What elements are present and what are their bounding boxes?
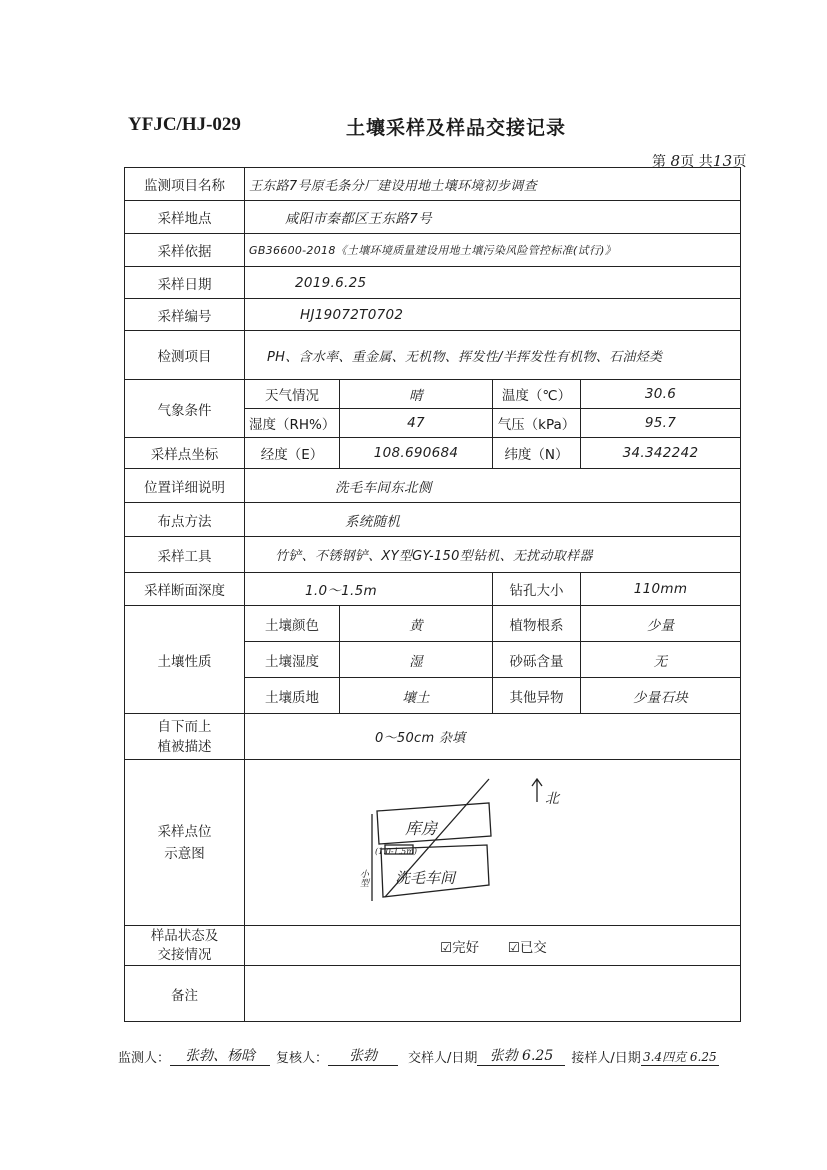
layout-label: 布点方法 (125, 503, 245, 537)
weather-cond-label: 天气情况 (245, 380, 340, 409)
status-label-line1: 样品状态及 (150, 927, 219, 944)
page-prefix: 第 (652, 154, 666, 170)
row-basis (125, 234, 741, 267)
form-title: 土壤采样及样品交接记录 (346, 117, 567, 139)
date-value: 2019.6.25 (245, 267, 741, 299)
deliver-label: 交样人/日期 (408, 1051, 478, 1066)
page-number: 8 (670, 152, 681, 170)
veg-label-line2: 植被描述 (157, 738, 212, 755)
map-label-line2: 示意图 (164, 845, 205, 862)
checkbox-ok-icon[interactable]: ☑ (440, 939, 453, 956)
moist-label: 土壤湿度 (245, 642, 340, 678)
row-date (125, 267, 741, 299)
row-coord (125, 438, 741, 469)
texture-label: 土壤质地 (245, 678, 340, 714)
row-soil-1 (125, 606, 741, 642)
color-value: 黄 (340, 606, 493, 642)
color-label: 土壤颜色 (245, 606, 340, 642)
lon-label: 经度（E） (245, 438, 340, 469)
deliver-signature: 张勃 6.25 (477, 1045, 565, 1066)
basis-value: GB36600-2018《土壤环境质量建设用地土壤污染风险管控标准(试行)》 (245, 234, 741, 267)
map-label (125, 760, 245, 926)
gravel-label: 砂砾含量 (493, 642, 581, 678)
row-tools (125, 537, 741, 573)
reviewer-signature: 张勃 (328, 1045, 398, 1066)
form-code: YFJC/HJ-029 (128, 114, 241, 135)
basis-label: 采样依据 (125, 234, 245, 267)
map-storage-label: 库房 (405, 818, 438, 838)
map-north-label: 北 (545, 790, 559, 807)
weather-label: 气象条件 (125, 380, 245, 438)
row-project (125, 168, 741, 201)
row-map (125, 760, 741, 926)
site-label: 采样地点 (125, 201, 245, 234)
items-value: PH、含水率、重金属、无机物、挥发性/半挥发性有机物、石油烃类 (245, 331, 741, 380)
lat-value: 34.342242 (581, 438, 741, 469)
page-mid: 页 共 (680, 154, 713, 170)
status-ok-label: 完好 (452, 939, 480, 956)
items-label: 检测项目 (125, 331, 245, 380)
location-label: 位置详细说明 (125, 469, 245, 503)
record-table (124, 167, 741, 1022)
map-point-label: (1.0-1.5m) (375, 846, 417, 856)
coord-label: 采样点坐标 (125, 438, 245, 469)
north-arrow-icon (532, 779, 542, 802)
lat-label: 纬度（N） (493, 438, 581, 469)
humidity-value: 47 (340, 409, 493, 438)
tools-value: 竹铲、不锈钢铲、XY型GY-150型钻机、无扰动取样器 (245, 537, 741, 573)
tools-label: 采样工具 (125, 537, 245, 573)
map-cell (245, 760, 741, 926)
row-location (125, 469, 741, 503)
row-weather-1 (125, 380, 741, 409)
temp-value: 30.6 (581, 380, 741, 409)
location-value: 洗毛车间东北侧 (245, 469, 741, 503)
project-label: 监测项目名称 (125, 168, 245, 201)
code-label: 采样编号 (125, 299, 245, 331)
temp-label: 温度（℃） (493, 380, 581, 409)
veg-label-line1: 自下而上 (157, 718, 212, 735)
hole-value: 110mm (581, 573, 741, 606)
roots-value: 少量 (581, 606, 741, 642)
map-side-label: 小型 (358, 868, 368, 887)
veg-label (125, 714, 245, 760)
roots-label: 植物根系 (493, 606, 581, 642)
site-sketch (245, 761, 739, 925)
row-vegetation (125, 714, 741, 760)
depth-label: 采样断面深度 (125, 573, 245, 606)
receiver-label: 接样人/日期 (571, 1051, 641, 1066)
date-label: 采样日期 (125, 267, 245, 299)
weather-cond-value: 晴 (340, 380, 493, 409)
status-label (125, 926, 245, 966)
map-wash-label: 洗毛车间 (395, 868, 456, 887)
moist-value: 湿 (340, 642, 493, 678)
pressure-label: 气压（kPa） (493, 409, 581, 438)
status-value (245, 926, 741, 966)
depth-value: 1.0～1.5m (245, 573, 493, 606)
code-value: HJ19072T0702 (245, 299, 741, 331)
row-layout (125, 503, 741, 537)
remark-value (245, 966, 741, 1022)
texture-value: 壤土 (340, 678, 493, 714)
row-items (125, 331, 741, 380)
status-label-line2: 交接情况 (157, 946, 212, 963)
lon-value: 108.690684 (340, 438, 493, 469)
row-depth (125, 573, 741, 606)
row-status (125, 926, 741, 966)
veg-value: 0～50cm 杂填 (245, 714, 741, 760)
map-label-line1: 采样点位 (157, 823, 212, 840)
row-site (125, 201, 741, 234)
soil-label: 土壤性质 (125, 606, 245, 714)
remark-label: 备注 (125, 966, 245, 1022)
pressure-value: 95.7 (581, 409, 741, 438)
status-handed-label: 已交 (519, 939, 547, 956)
row-remark (125, 966, 741, 1022)
humidity-label: 湿度（RH%） (245, 409, 340, 438)
row-code (125, 299, 741, 331)
site-value: 咸阳市秦都区王东路7号 (245, 201, 741, 234)
signature-footer (118, 1045, 758, 1066)
monitor-label: 监测人： (118, 1051, 171, 1066)
checkbox-handed-icon[interactable]: ☑ (507, 939, 520, 956)
receiver-signature: 3.4四克 6.25 (641, 1048, 719, 1066)
page-total: 13 (712, 152, 733, 170)
layout-value: 系统随机 (245, 503, 741, 537)
other-value: 少量石块 (581, 678, 741, 714)
hole-label: 钻孔大小 (493, 573, 581, 606)
monitor-signature: 张勃、杨晗 (170, 1045, 270, 1066)
other-label: 其他异物 (493, 678, 581, 714)
reviewer-label: 复核人： (276, 1051, 329, 1066)
page-suffix: 页 (732, 154, 747, 170)
project-value: 王东路7号原毛条分厂建设用地土壤环境初步调查 (245, 168, 741, 201)
gravel-value: 无 (581, 642, 741, 678)
